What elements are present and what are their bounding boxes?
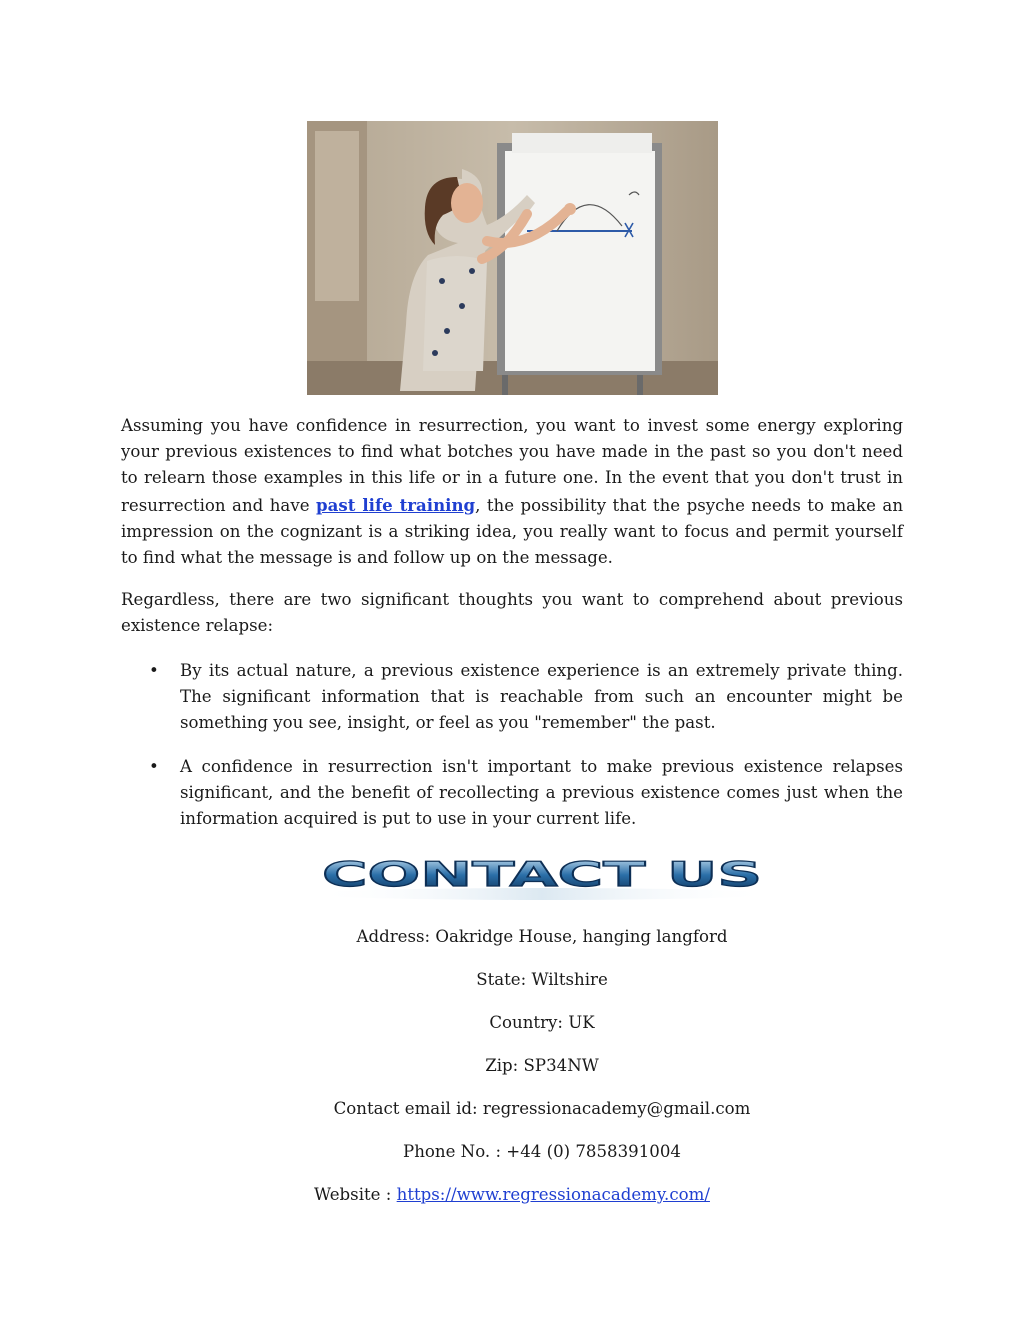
contact-us-text: CONTACT US — [322, 855, 762, 895]
flipchart-photo — [307, 121, 718, 395]
address-line: Address: Oakridge House, hanging langford — [356, 927, 728, 946]
list-item: • By its actual nature, a previous existence experience is an extremely private thing. The significant information that is reachable from such an encounter might be something you see, insight, or feel as you "remember" the past. — [121, 658, 903, 737]
intro-paragraph: Assuming you have confidence in resurrection, you want to invest some energy exploring your previous existences to find what botches you have made in the past so you don't need to relearn those examples in this life or in a future one. In the event that you don't trust in resurrection and have past life training, the possibility that the psyche needs to make an impression on the cognizant is a striking idea, you really want to focus and permit yourself to find what the message is and follow up on the message. — [121, 416, 904, 568]
country-line: Country: UK — [489, 1013, 595, 1032]
phone-line: Phone No. : +44 (0) 7858391004 — [403, 1142, 681, 1161]
website-label: Website : — [314, 1185, 397, 1204]
email-line: Contact email id: regressionacademy@gmail.com — [333, 1099, 751, 1118]
bullet-list-1 — [121, 658, 903, 737]
past-life-training-link[interactable]: past life training — [316, 494, 476, 515]
state-line: State: Wiltshire — [476, 970, 608, 989]
contact-us-banner — [307, 852, 777, 906]
bullet-list-2 — [121, 754, 903, 833]
zip-line: Zip: SP34NW — [485, 1056, 599, 1075]
website-line — [0, 1184, 1024, 1206]
list-item: • A confidence in resurrection isn't important to make previous existence relapses significant, and the benefit of recollecting a previous existence comes just when the information acquired is put to use in your current life. — [121, 754, 903, 833]
second-paragraph: Regardless, there are two significant thoughts you want to comprehend about previous existence relapse: — [121, 590, 903, 636]
website-link[interactable]: https://www.regressionacademy.com/ — [396, 1185, 710, 1204]
